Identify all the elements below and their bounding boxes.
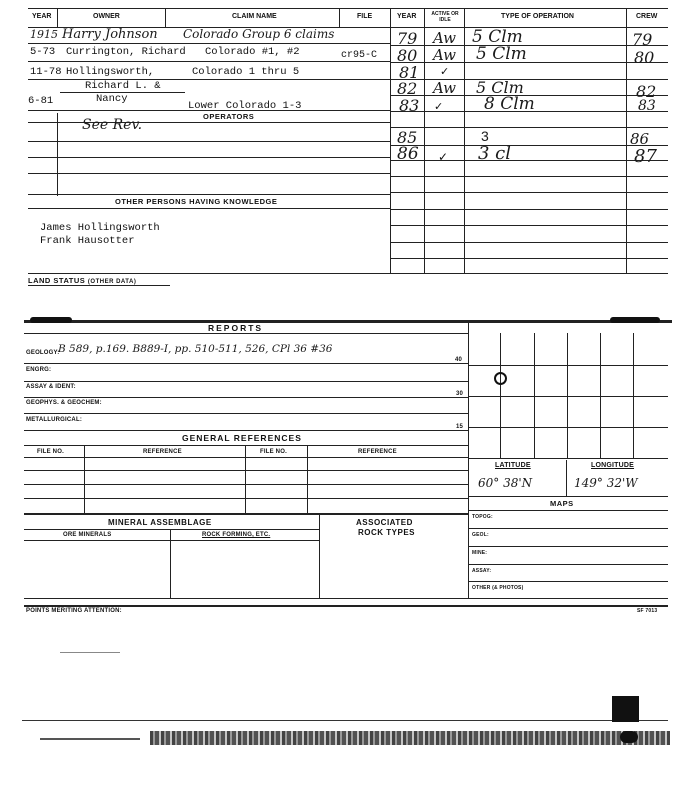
- scan-artifact: [150, 731, 670, 745]
- col-claim-line: [339, 8, 340, 27]
- engrg-label: ENGRG:: [26, 367, 52, 373]
- op-year-6: 85: [397, 128, 418, 147]
- op-status-2: Aw: [433, 46, 456, 64]
- op-row-line-2: [390, 62, 668, 63]
- assay-line: [24, 397, 468, 398]
- header-active-idle: ACTIVE OR IDLE: [431, 11, 459, 23]
- general-references-title: GENERAL REFERENCES: [182, 433, 302, 443]
- gen-ref-bottom: [24, 513, 468, 515]
- form-number: SF 7013: [637, 608, 658, 614]
- header-crew: CREW: [636, 13, 658, 20]
- maps-assay-label: ASSAY:: [472, 568, 492, 574]
- rock-forming-label: ROCK FORMING, ETC.: [202, 532, 271, 538]
- op-crew-6: 86: [630, 130, 650, 148]
- owner-file-2: cr95-C: [341, 50, 378, 61]
- owner-claim-2: Colorado #1, #2: [205, 46, 300, 58]
- latitude-value: 60° 38'N: [478, 476, 533, 490]
- maps-mine-label: MINE:: [472, 550, 488, 556]
- scan-artifact: [620, 731, 638, 743]
- scan-mark: [30, 317, 72, 323]
- op-status-1: Aw: [433, 29, 456, 47]
- op-row-line-11: [390, 209, 668, 210]
- rock-types-label: ROCK TYPES: [358, 528, 416, 537]
- operators-label: OPERATORS: [203, 112, 255, 121]
- metallurgical-margin-number: 15: [456, 424, 464, 430]
- op-row-line-12: [390, 225, 668, 226]
- mineral-bottom: [24, 598, 468, 599]
- operators-col-line: [57, 113, 58, 196]
- maps-bottom: [468, 598, 668, 599]
- owner-claim-3: Colorado 1 thru 5: [192, 66, 300, 78]
- gen-ref-row-1: [24, 470, 468, 471]
- col-owner-line: [165, 8, 166, 27]
- scan-artifact: [60, 652, 120, 653]
- row-line-5: [28, 110, 390, 111]
- geology-line: [24, 363, 468, 364]
- op-status-4: Aw: [433, 79, 456, 97]
- col-type-line: [626, 8, 627, 273]
- grid-bottom: [468, 458, 668, 459]
- scan-artifact: [40, 738, 140, 740]
- gen-ref-reference-2: REFERENCE: [358, 449, 397, 455]
- op-row-line-3: [390, 79, 668, 80]
- header-owner: OWNER: [93, 13, 120, 20]
- metallurgical-line: [24, 430, 468, 431]
- ore-minerals-label: ORE MINERALS: [63, 532, 112, 538]
- maps-row-4: [468, 581, 668, 582]
- mineral-header-line: [24, 540, 319, 541]
- operators-row-1: [28, 141, 390, 142]
- owner-year-3: 11-78: [30, 66, 62, 78]
- associated-label: ASSOCIATED: [356, 518, 413, 527]
- metallurgical-label: METALLURGICAL:: [26, 417, 83, 423]
- mineral-assemblage-title: MINERAL ASSEMBLAGE: [108, 518, 212, 527]
- header-type-of-operation: TYPE OF OPERATION: [501, 13, 574, 20]
- gen-ref-file-no-1: FILE NO.: [37, 449, 64, 455]
- mineral-title-underline: [24, 529, 319, 530]
- maps-topog-label: TOPOG:: [472, 514, 493, 520]
- maps-title: MAPS: [550, 499, 574, 508]
- longitude-label: LONGITUDE: [591, 462, 635, 469]
- op-crew-4: 82: [636, 82, 657, 101]
- op-crew-1: 79: [632, 30, 653, 49]
- owner-name-2: Currington, Richard: [66, 46, 186, 58]
- gen-ref-reference-1: REFERENCE: [143, 449, 182, 455]
- geology-margin-number: 40: [455, 357, 463, 363]
- gen-ref-row-3: [24, 498, 468, 499]
- check-mark-icon: ✓: [440, 66, 450, 78]
- gen-ref-row-2: [24, 484, 468, 485]
- gen-ref-title-underline: [24, 445, 468, 446]
- gen-ref-col-2: [245, 445, 246, 513]
- col-year-line: [57, 8, 58, 27]
- owner-claim-1: Colorado Group 6 claims: [183, 27, 335, 41]
- gen-ref-file-no-2: FILE NO.: [260, 449, 287, 455]
- op-type-7: 3 cl: [478, 143, 512, 164]
- other-persons-label: OTHER PERSONS HAVING KNOWLEDGE: [115, 197, 278, 206]
- check-mark-icon: ✓: [438, 150, 449, 164]
- header-claim-name: CLAIM NAME: [232, 13, 277, 20]
- maps-row-2: [468, 546, 668, 547]
- lat-long-bottom: [468, 496, 668, 497]
- op-year-1: 79: [397, 29, 418, 48]
- row-line-2: [28, 61, 390, 62]
- reports-top-bar: [24, 320, 672, 323]
- land-status-underline: [28, 285, 170, 286]
- col-file-line: [390, 8, 391, 273]
- op-type-2: 5 Clm: [476, 44, 527, 64]
- op-year-7: 86: [397, 144, 419, 164]
- op-year-4: 82: [397, 79, 418, 98]
- op-crew-5: 83: [638, 98, 656, 114]
- grid-row-2: [468, 396, 668, 397]
- header-year-2: YEAR: [397, 13, 417, 20]
- row-line-3: [28, 79, 390, 80]
- op-row-line-6: [390, 127, 668, 128]
- grid-row-3: [468, 427, 668, 428]
- col-active-line: [464, 8, 465, 273]
- row-line-1: [28, 43, 390, 44]
- owner-name-1: Harry Johnson: [62, 27, 158, 42]
- op-type-4: 5 Clm: [476, 78, 524, 97]
- owner-claim-5: Lower Colorado 1-3: [188, 100, 302, 112]
- op-type-1: 5 Clm: [472, 27, 523, 47]
- header-year: YEAR: [32, 13, 52, 20]
- op-year-5: 83: [399, 96, 420, 115]
- maps-geol-label: GEOL:: [472, 532, 489, 538]
- owner-year-1: 1915: [30, 28, 58, 41]
- owner-year-5: 6-81: [28, 95, 54, 107]
- top-table-bottom: [28, 273, 668, 274]
- gen-ref-header-line: [24, 457, 468, 458]
- op-type-6: 3: [481, 128, 489, 144]
- geology-label: GEOLOGY:: [26, 350, 60, 356]
- lat-long-divider: [566, 460, 567, 496]
- owner-name-4: Richard L. &: [85, 80, 161, 92]
- op-row-line-1: [390, 45, 668, 46]
- maps-row-1: [468, 528, 668, 529]
- latitude-label: LATITUDE: [495, 462, 531, 469]
- check-mark-icon: ✓: [434, 101, 444, 113]
- gen-ref-col-1: [84, 445, 85, 513]
- maps-title-underline: [468, 510, 668, 511]
- op-row-line-14: [390, 258, 668, 259]
- other-persons-underline: [28, 208, 390, 209]
- other-person-2: Frank Hausotter: [40, 235, 135, 247]
- location-marker-icon: [494, 372, 507, 385]
- engrg-line: [24, 381, 468, 382]
- op-type-5: 8 Clm: [484, 94, 535, 114]
- op-row-line-9: [390, 176, 668, 177]
- grid-row-1: [468, 365, 668, 366]
- owner-name-3: Hollingsworth,: [66, 66, 155, 78]
- mineral-col-1: [170, 529, 171, 598]
- scan-mark: [610, 317, 660, 323]
- longitude-value: 149° 32'W: [574, 476, 638, 490]
- top-border: [28, 8, 668, 9]
- geophys-label: GEOPHYS. & GEOCHEM:: [26, 400, 102, 406]
- op-year-3: 81: [399, 63, 420, 82]
- gen-ref-col-3: [307, 445, 308, 513]
- mineral-col-2: [319, 513, 320, 598]
- other-persons-top: [28, 194, 390, 195]
- op-row-line-7: [390, 145, 668, 146]
- points-top-line: [24, 605, 668, 607]
- other-person-1: James Hollingsworth: [40, 222, 160, 234]
- op-row-line-8: [390, 160, 668, 161]
- geophys-line: [24, 413, 468, 414]
- owner-year-2: 5-73: [30, 46, 56, 58]
- col-year2-line: [424, 8, 425, 273]
- owner-name-5: Nancy: [96, 93, 128, 105]
- points-meriting-attention-label: POINTS MERITING ATTENTION:: [26, 608, 122, 614]
- land-status-label: LAND STATUS (OTHER DATA): [28, 276, 137, 285]
- scan-artifact: [612, 696, 639, 722]
- op-crew-7: 87: [634, 146, 657, 167]
- op-row-line-13: [390, 242, 668, 243]
- operators-row-2: [28, 157, 390, 158]
- op-year-2: 80: [397, 46, 418, 65]
- reports-title: REPORTS: [208, 323, 264, 333]
- op-row-line-10: [390, 192, 668, 193]
- scan-artifact: [22, 720, 668, 721]
- op-crew-2: 80: [634, 48, 655, 67]
- maps-row-3: [468, 564, 668, 565]
- geology-value: B 589, p.169. B889-I, pp. 510-511, 526, CPl 36 #36: [58, 343, 333, 355]
- operators-row-3: [28, 173, 390, 174]
- reports-title-underline: [24, 333, 468, 334]
- assay-ident-label: ASSAY & IDENT:: [26, 384, 76, 390]
- header-file: FILE: [357, 13, 373, 20]
- maps-other-label: OTHER (& PHOTOS): [472, 585, 524, 591]
- operators-note: See Rev.: [82, 117, 143, 133]
- assay-margin-number: 30: [456, 391, 464, 397]
